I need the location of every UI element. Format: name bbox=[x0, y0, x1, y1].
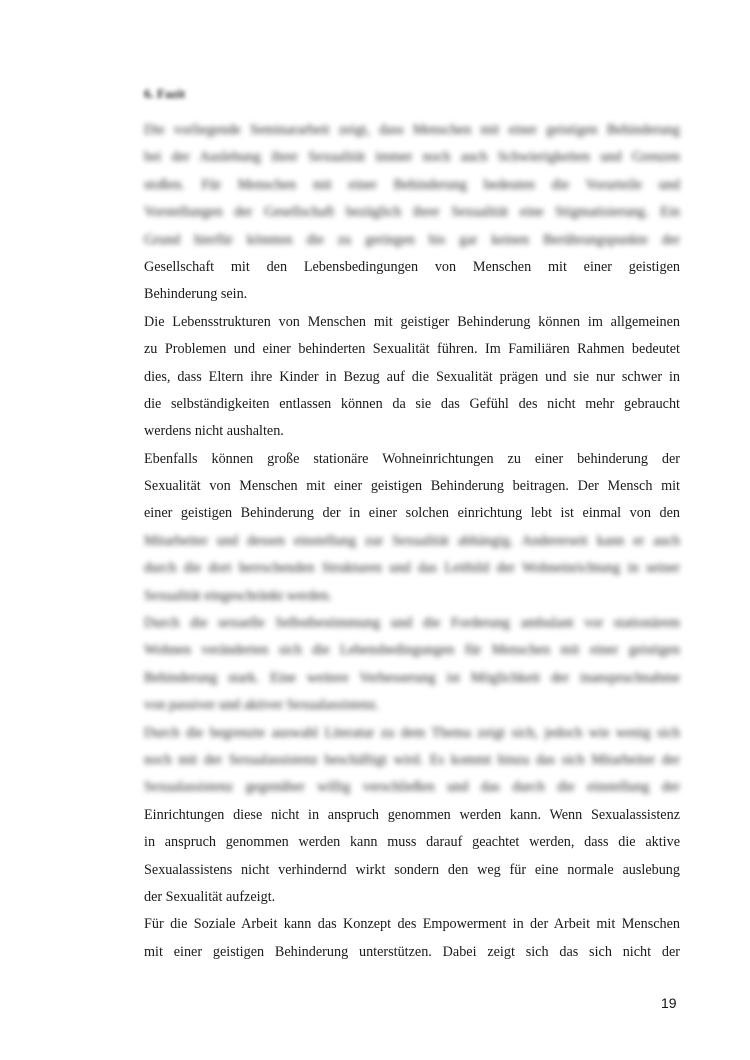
text-line: Ebenfalls können große stationäre Wohneinrichtungen zu einer behinderung der bbox=[144, 450, 680, 467]
blurred-text-line: von passiver und aktiver Sexualassistenz. bbox=[144, 697, 380, 714]
blurred-text-line: Mitarbeiter und dessen einstellung zur Sexualität abhängig. Andererseit kann er auch bbox=[144, 532, 680, 549]
text-line: die selbständigkeiten entlassen können da sie das Gefühl des nicht mehr gebraucht bbox=[144, 395, 680, 412]
blurred-text-line: bei der Auslebung ihrer Sexualität immer noch auch Schwierigkeiten und Grenzen bbox=[144, 149, 680, 166]
blurred-text-line: Vorstellungen der Gesellschaft bezüglich ihrer Sexualität eine Stigmatisierung. Ein bbox=[144, 204, 680, 221]
text-line: mit einer geistigen Behinderung unterstützen. Dabei zeigt sich das sich nicht der bbox=[144, 943, 680, 960]
text-line: Gesellschaft mit den Lebensbedingungen von Menschen mit einer geistigen bbox=[144, 258, 680, 275]
text-line: Sexualassistens nicht verhindernd wirkt sondern den weg für eine normale auslebung bbox=[144, 861, 680, 878]
blurred-text-line: stoßen. Für Menschen mit einer Behinderung bedeuten die Vorurteile und bbox=[144, 176, 680, 193]
blurred-text-line: Die vorliegende Seminararbeit zeigt, dass Menschen mit einer geistigen Behinderung bbox=[144, 122, 680, 138]
text-line: in anspruch genommen werden kann muss darauf geachtet werden, dass die aktive bbox=[144, 834, 680, 851]
blurred-text-line: Durch die sexuelle Selbstbestimmung und die Forderung ambulant vor stationärem bbox=[144, 615, 680, 632]
text-line: dies, dass Eltern ihre Kinder in Bezug auf die Sexualität prägen und sie nur schwer in bbox=[144, 368, 680, 385]
paragraph bbox=[144, 309, 680, 446]
paragraph bbox=[144, 610, 680, 720]
paragraph bbox=[144, 446, 680, 610]
blurred-text-line: Wohnen veränderten sich die Lebensbedingungen für Menschen mit einer geistigen bbox=[144, 642, 680, 659]
text-line: Die Lebensstrukturen von Menschen mit geistiger Behinderung können im allgemeinen bbox=[144, 313, 680, 330]
blurred-text-line: Sexualassistenz gegenüber willig verschließen und das durch die einstellung der bbox=[144, 779, 680, 796]
body-text bbox=[144, 117, 680, 966]
section-heading: 6. Fazit bbox=[144, 86, 186, 101]
blurred-text-line: noch mit der Sexualassistenz beschäftigt wird. Es kommt hinzu das sich Mitarbeiter der bbox=[144, 751, 680, 768]
text-line: Für die Soziale Arbeit kann das Konzept des Empowerment in der Arbeit mit Menschen bbox=[144, 916, 680, 933]
text-line: der Sexualität aufzeigt. bbox=[144, 888, 276, 905]
blurred-text-line: Durch die begrenzte auswahl Literatur zu dem Thema zeigt sich, jedoch wie wenig sich bbox=[144, 724, 680, 741]
blurred-text-line: Sexualität eingeschränkt werden. bbox=[144, 587, 332, 604]
text-line: einer geistigen Behinderung der in einer solchen einrichtung lebt ist einmal von den bbox=[144, 505, 680, 522]
blurred-text-line: Behinderung stark. Eine weitere Verbesserung ist Möglichkeit der inanspruchnahme bbox=[144, 669, 680, 686]
text-line: Einrichtungen diese nicht in anspruch genommen werden kann. Wenn Sexualassistenz bbox=[144, 806, 680, 823]
paragraph bbox=[144, 911, 680, 966]
paragraph bbox=[144, 117, 680, 309]
paragraph bbox=[144, 720, 680, 912]
text-line: werdens nicht aushalten. bbox=[144, 423, 284, 440]
blurred-text-line: Grund hierfür könnten die zu geringen bis gar keinen Berührungspunkte der bbox=[144, 231, 680, 248]
text-line: Behinderung sein. bbox=[144, 286, 248, 303]
text-line: zu Problemen und einer behinderten Sexualität führen. Im Familiären Rahmen bedeutet bbox=[144, 341, 680, 358]
blurred-text-line: durch die dort herrschenden Strukturen und das Leitbild der Wohneinrichtung in seiner bbox=[144, 560, 680, 577]
text-line: Sexualität von Menschen mit einer geistigen Behinderung beitragen. Der Mensch mit bbox=[144, 478, 680, 495]
page-number: 19 bbox=[661, 995, 677, 1011]
